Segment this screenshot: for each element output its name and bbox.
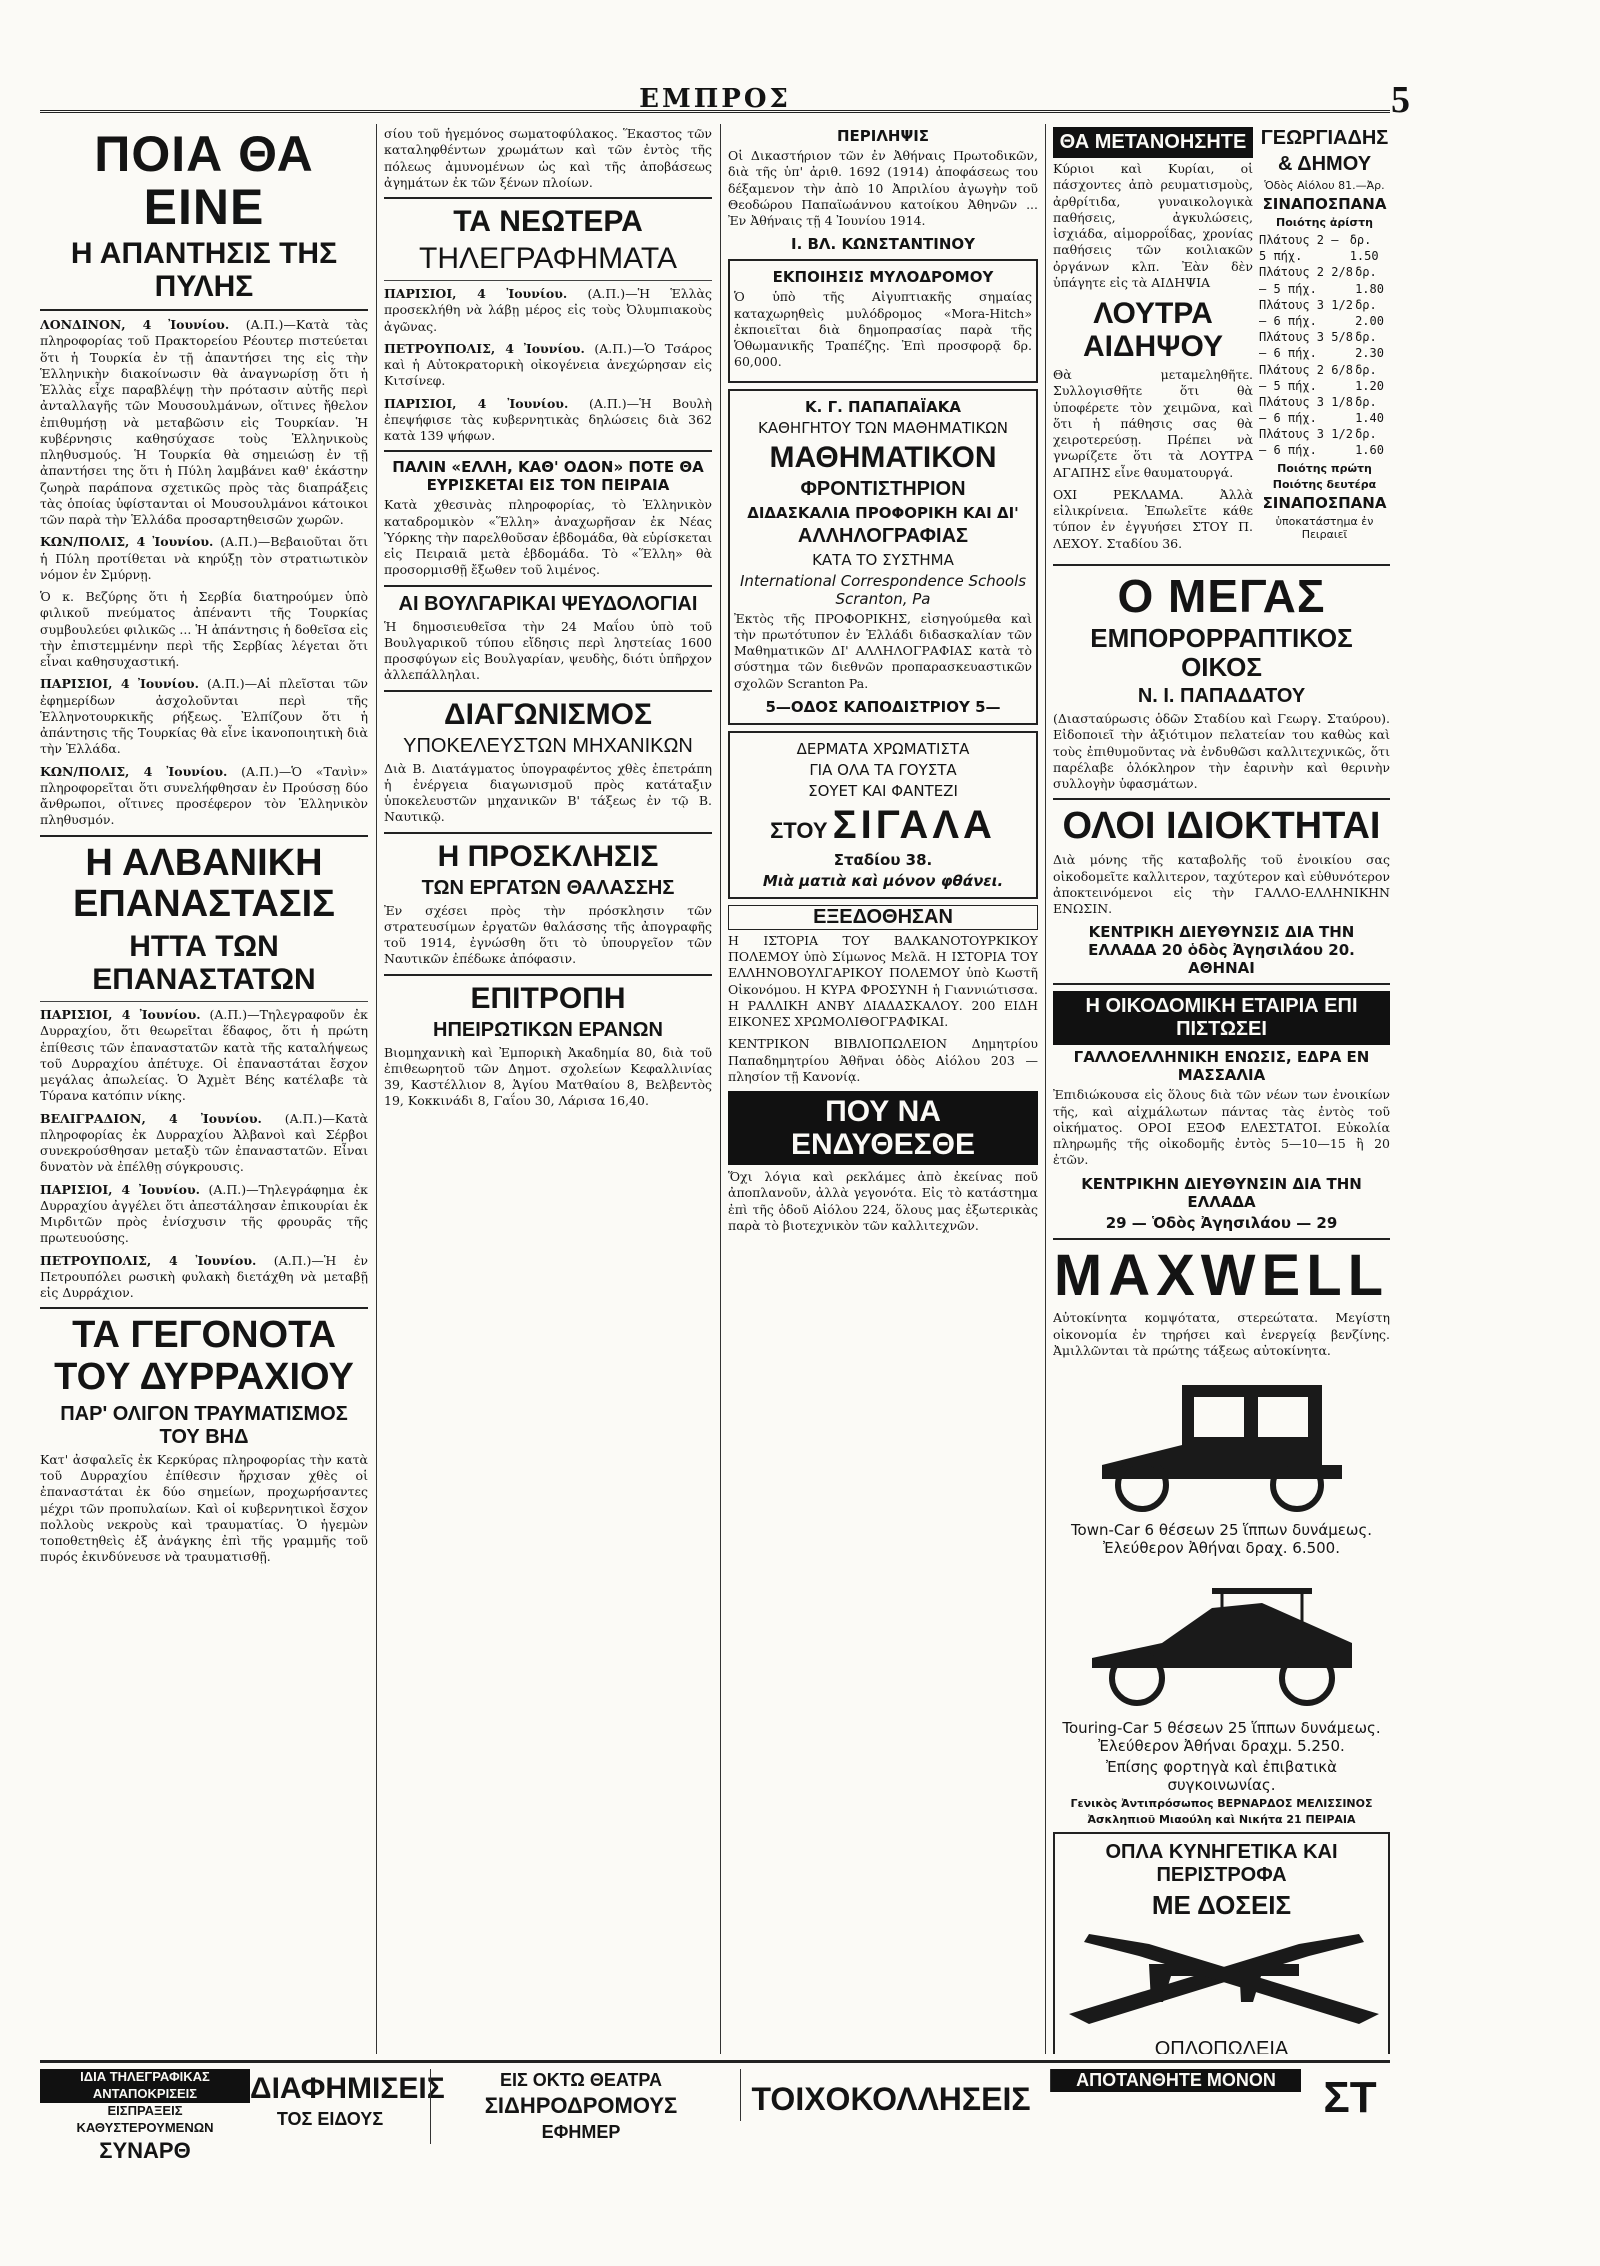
article-paragraph: ΛΟΝΔΙΝΟΝ, 4 Ἰουνίου. (Α.Π.)—Κατὰ τὰς πληροφορίας τοῦ Πρακτορείου Ρέουτερ πιστεύεται ὅτι ἡ Τουρκία ἐν τῇ ἀπαντήσει της εἰς τὴν Ἑλληνικὴν διακοίνωσιν θὰ ἀναγνωρίσῃ ὅτι ἡ Ἑλλὰς εἶχε παραβλέψῃ τὴν πρότασιν αὐτῆς περὶ ἀνταλλαγῆς τῶν Μουσουλμάνων, οἵτινες ἤθελον ἐπιθυμήσῃ νὰ μεταβῶσιν εἰς Τουρκίαν. Ἡ κυβέρνησις καθησύχασε τοὺς Ἑλληνικοὺς πληθυσμούς. Ἡ Τουρκία θὰ σημειώσῃ ἐν τῇ ἀπαντήσει της ὅτι ἡ Πύλη λαμβάνει καθ' ἑκάστην ζωηρὰ παράπονα σχετικῶς πρὸς τὰς διαπράξεις τὰς ὁποίας ὑφίστανται οἱ Μουσουλμάνοι κάτοικοι τῶν παρὰ τὴν Ἑλλάδα προσαρτηθεισῶν χωρῶν. [40,317,368,527]
headline: ΤΑ ΝΕΩΤΕΡΑ [453,205,643,238]
car-agent: Γενικὸς Ἀντιπρόσωπος ΒΕΡΝΑΡΔΟΣ ΜΕΛΙΣΣΙΝΟΣ [1070,1797,1373,1811]
ad-text: ΟΧΙ ΡΕΚΛΑΜΑ. Ἀλλὰ εἰλικρίνεια. Ἐπωλεῖτε κάθε τύπον ἐν ἐγγυήσει ΣΤΟΥ Π. ΛΕΧΟΥ. Σταδίου 36. [1053,486,1253,551]
ad-title: ΘΑ ΜΕΤΑΝΟΗΣΗΤΕ [1053,127,1253,158]
ad-note: Μιὰ ματιὰ καὶ μόνον φθάνει. [762,871,1004,890]
footer-ad: ΑΠΟΤΑΝΘΗΤΕ ΜΟΝΟΝ [1050,2069,1301,2092]
page-number: 5 [1391,79,1410,121]
price-size: Πλάτους 3 1/8 — 6 πήχ. [1259,394,1353,426]
ad-title: ΓΙΑ ΟΛΑ ΤΑ ΓΟΥΣΤΑ [809,760,957,779]
subheadline: ΠΑΡ' ΟΛΙΓΟΝ ΤΡΑΥΜΑΤΙΣΜΟΣ ΤΟΥ ΒΗΔ [60,1402,348,1448]
ad-title: & ΔΗΜΟΥ [1277,153,1372,175]
ad-title: ΛΟΥΤΡΑ ΑΙΔΗΨΟΥ [1082,297,1223,363]
article-paragraph: ΒΕΛΙΓΡΑΔΙΟΝ, 4 Ἰουνίου. (Α.Π.)—Κατὰ πληροφορίας ἐκ Δυρραχίου Ἀλβανοὶ καὶ Σέρβοι συνεκρούσθησαν μεταξὺ τῶν ἐπαναστατῶν. Εἶναι δυνατὸν νὰ ἐπέλθῃ σύγκρουσις. [40,1110,368,1175]
article-paragraph: ΠΑΡΙΣΙΟΙ, 4 Ἰουνίου. (Α.Π.)—Τηλεγραφοῦν ἐκ Δυρραχίου, ὅτι θεωρεῖται ἕδαφος, ὅτι ἡ πρώτη ἐπίθεσις τῶν ἐπαναστατῶν κατὰ τῆς καταλήψεως τοῦ Δυρραχίου ἀπέτυχε. Οἱ ἐπαναστάται ἔσχον μεγάλας ἀπωλείας. Ὁ Ἀχμὲτ Βέης κατέλαβε τὰ Τύρανα κατόπιν νίκης. [40,1007,368,1104]
ad-text: Αὐτοκίνητα κομψότατα, στερεώτατα. Μεγίστη οἰκονομία ἐν τηρήσει καὶ ἐνεργείᾳ βενζίνης. Ἀμιλλῶνται τὰ πρώτης τάξεως αὐτοκίνητα. [1053,1310,1390,1358]
ad-title: International Correspondence Schools Scranton, Pa [739,571,1027,608]
price-size: Πλάτους 3 5/8 — 6 πήχ. [1259,330,1353,361]
car-caption: Touring-Car 5 θέσεων 25 ἵππων δυνάμεως. Ἐλεύθερον Ἀθήναι δραχμ. 5.250. [1062,1719,1381,1756]
ad-title: ΦΡΟΝΤΙΣΤΗΡΙΟΝ [800,477,966,500]
price-value: δρ. 2.00 [1355,297,1384,328]
price-value: δρ. 2.30 [1355,330,1384,361]
ad-title: ΕΜΠΟΡΟΡΡΑΠΤΙΚΟΣ ΟΙΚΟΣ [1090,623,1353,682]
ad-title: ΑΛΛΗΛΟΓΡΑΦΙΑΣ [797,524,969,547]
ad-title: ΕΚΠΟΙΗΣΙΣ ΜΥΛΟΔΡΟΜΟΥ [772,268,994,287]
divider [1053,564,1390,566]
ad-title: MAXWELL [1053,1242,1390,1308]
footer-ad: ΣΤ [1323,2073,1377,2122]
divider [384,450,712,452]
article-paragraph: Ἡ δημοσιευθεῖσα τὴν 24 Μαΐου ὑπὸ τοῦ Βουλγαρικοῦ τύπου εἴδησις περὶ ληστείας 1600 προσφύγων εἰς Βουλγαρίαν, ψευδὴς, διότι ὑπῆρχον ἀλλεπάλληλαι. [384,618,712,683]
article-paragraph: ΚΩΝ/ΠΟΛΙΣ, 4 Ἰουνίου. (Α.Π.)—Βεβαιοῦται ὅτι ἡ Πύλη προτίθεται νὰ κηρύξῃ τὸν στρατιωτικὸν νόμον ἐν Σμύρνῃ. [40,534,368,582]
divider [384,197,712,199]
price-row [1259,362,1390,394]
price-row [1259,394,1390,426]
column-4 [1053,124,1390,2054]
footer-ad: ΙΔΙΑ ΤΗΛΕΓΡΑΦΙΚΑΣ ΑΝΤΑΠΟΚΡΙΣΕΙΣ ΕΙΣΠΡΑΞΕΙΣ ΚΑΘΥΣΤΕΡΟΥΜΕΝΩΝ ΣΥΝΑΡΘ [40,2069,250,2165]
ad-text: Ἐπιδιώκουσα εἰς ὅλους διὰ τῶν νέων των ἐνοικίων τῆς, καὶ αἰχμάλωτων πάντας τὰς ἐντὸς τοῦ οἰκήματος. ΟΡΟΙ ΕΞΟΦ ΕΛΕΣΤΑΤΟΙ. Εὐκολία πληρωμῆς τῆς οἰκοδομῆς ἐντὸς 5—10—15 ἢ 20 ἐτῶν. [1053,1087,1390,1168]
ad-title: ΜΑΘΗΜΑΤΙΚΟΝ [769,440,997,474]
divider [1053,798,1390,800]
headline: ΠΟΥ ΝΑ ΕΝΔΥΘΕΣΘΕ [728,1091,1038,1165]
column-rule [376,124,377,2054]
ad-row [1053,124,1390,558]
article-paragraph: Κατ' ἀσφαλεῖς ἐκ Κερκύρας πληροφορίας τὴν κατὰ τοῦ Δυρραχίου ἐπίθεσιν ἤρχισαν χθὲς οἱ ἐπαναστάται ἐκ δύο σημείων, προχωρήσαντες μέχρι τῶν προπυλαίων. Καὶ οἱ κυβερνητικοὶ ἔσχον πολλοὺς νεκροὺς καὶ τραυματίας. Ὁ ἡγεμὼν τοποθετηθεὶς ἐξ ἀνάγκης ἐπὶ τῆς γραμμῆς τοῦ πυρός ἐκινδύνευσε νὰ τραυματισθῇ. [40,1451,368,1565]
footer-ad: ΕΙΣ ΟΚΤΩ ΘΕΑΤΡΑ ΣΙΔΗΡΟΔΡΟΜΟΥΣ ΕΦΗΜΕΡ [430,2069,731,2144]
ad-store: ΣΤΟΥ ΣΙΓΑΛΑ [770,802,996,847]
column-rule [1045,124,1046,2054]
ad-title: ΟΠΛΟΠΩΛΕΙΑ [1154,2037,1289,2054]
article-paragraph: ΚΕΝΤΡΙΚΟΝ ΒΙΒΛΙΟΠΩΛΕΙΟΝ Δημητρίου Παπαδημητρίου Ἀθῆναι ὁδὸς Αἰόλου 203 —πλησίον τῇ Κανονίᾳ. [728,1036,1038,1084]
divider [384,832,712,834]
article-paragraph: Ὅχι λόγια καὶ ρεκλάμες ἀπὸ ἐκείνας ποῦ ἀποπλανοῦν, ἀλλὰ γεγονότα. Εἰς τὸ κατάστημα ἐπὶ τῆς ὁδοῦ Αἰόλου 224, ὅλους μας ἐξωτερικὰς παρὰ τὸ βιοτεχνικὸν τῶν καλλιτεχνῶν. [728,1169,1038,1233]
price-row [1259,426,1390,458]
newspaper-title: ΕΜΠΡΟΣ [639,84,791,114]
advertisement [728,259,1038,382]
price-value: δρ. 1.20 [1355,362,1384,393]
headline: ΕΠΙΤΡΟΠΗ [470,981,626,1015]
ad-text: Θὰ μεταμεληθῆτε. Συλλογισθῆτε ὅτι θὰ ὑποφέρετε τὸν χειμῶνα, καὶ ὅτι ἡ πάθησις σας θὰ χειροτερεύσῃ. Πρέπει νὰ γνωρίζετε ὅτι τὰ ΛΟΥΤΡΑ ΑΓΑΠΗΣ εἶνε θαυματουργά. [1053,367,1253,480]
ad-title: ΓΕΩΡΓΙΑΔΗΣ [1260,127,1389,149]
headline: ΕΞΕΔΟΘΗΣΑΝ [728,905,1038,930]
divider [40,835,368,837]
article-paragraph: Κατὰ χθεσινὰς πληροφορίας, τὸ Ἑλληνικὸν καταδρομικὸν «Ἕλλη» ἀναχωρῆσαν ἐκ Νέας Ὑόρκης τὴν παρελθοῦσαν ἑβδομάδα, θὰ εὑρίσκεται εἰς Πειραιᾶ μετὰ ἑβδομάδα. Τὸ «Ἕλλη» θὰ προσορμισθῇ ἔξωθεν τοῦ λιμένος. [384,497,712,578]
car-address: Ἀσκληπιοῦ Μιαούλη καὶ Νικήτα 21 ΠΕΙΡΑΙΑ [1087,1813,1356,1827]
subheadline: ΗΠΕΙΡΩΤΙΚΩΝ ΕΡΑΝΩΝ [433,1018,663,1041]
ad-note: ὑποκατάστημα ἐν Πειραιεῖ [1275,514,1374,541]
price-row [1259,232,1390,264]
ad-title: Κ. Γ. ΠΑΠΑΠΑΪΑΚΑ [805,397,961,416]
ad-subtitle: Ποιότης δευτέρα [1272,477,1377,491]
ad-address: ΚΕΝΤΡΙΚΗ ΔΙΕΥΘΥΝΣΙΣ ΔΙΑ ΤΗΝ ΕΛΛΑΔΑ 20 ὁδὸς Ἀγησιλάου 20. ΑΘΗΝΑΙ [1088,923,1355,978]
divider [1053,983,1390,985]
advertisement [1053,124,1253,558]
divider [384,280,712,281]
headline: ΠΟΙΑ ΘΑ ΕΙΝΕ [94,126,314,235]
ad-title: ΚΑΘΗΓΗΤΟΥ ΤΩΝ ΜΑΘΗΜΑΤΙΚΩΝ [758,418,1008,437]
ad-title: Η ΟΙΚΟΔΟΜΙΚΗ ΕΤΑΙΡΙΑ ΕΠΙ ΠΙΣΤΩΣΕΙ [1053,991,1390,1045]
divider [1053,1238,1390,1240]
ad-title: ΜΕ ΔΟΣΕΙΣ [1151,1890,1292,1921]
advertisement [728,731,1038,899]
headline: ΔΙΑΓΩΝΙΣΜΟΣ [444,697,652,731]
headline: ΑΙ ΒΟΥΛΓΑΡΙΚΑΙ ΨΕΥΔΟΛΟΓΙΑΙ [398,592,698,615]
column-1 [40,124,368,2054]
price-value: δρ. 1.80 [1355,265,1384,296]
divider [384,585,712,587]
article-paragraph: Βιομηχανικὴ καὶ Ἐμπορικὴ Ἀκαδημία 80, διὰ τοῦ ἐπιθεωρητοῦ τῶν Δημοτ. σχολείων Κεφαλλινίας 39, Καστέλλιον 8, Ἁγίου Ματθαίου 8, Βελβεντὸς 19, Κοκκινάδι 8, Γαΐου 30, Λάρισα 16,40. [384,1044,712,1109]
column-rule [720,124,721,2054]
car-caption: Town-Car 6 θέσεων 25 ἵππων δυνάμεως. Ἐλεύθερον Ἀθήναι δραχ. 6.500. [1070,1521,1373,1558]
article-paragraph: Οἱ Δικαστήριον τῶν ἐν Ἀθήναις Πρωτοδικῶν, διὰ τῆς ὑπ' ἀριθ. 1692 (1914) ἀποφάσεως του δέξαμενον τὴν ἀπὸ 10 Ἀπριλίου ἀγωγὴν τοῦ Θεοδώρου Παπαϊωάννου κατοίκου Ἀθηνῶν ... Ἐν Ἀθήναις τῇ 4 Ἰουνίου 1914. [728,148,1038,228]
ad-title: ΓΑΛΛΟΕΛΛΗΝΙΚΗ ΕΝΩΣΙΣ, ΕΔΡΑ ΕΝ ΜΑΣΣΑΛΙΑ [1073,1048,1370,1085]
price-row [1259,329,1390,361]
price-size: Πλάτους 2 6/8 — 5 πήχ. [1259,362,1353,393]
ad-title: ΚΑΤΑ ΤΟ ΣΥΣΤΗΜΑ [812,550,954,569]
article-paragraph: ΚΩΝ/ΠΟΛΙΣ, 4 Ἰουνίου. (Α.Π.)—Ὁ «Τανὶν» πληροφορεῖται ὅτι συνελήφθησαν ἐν Προύσσῃ δύο ἄνθρωποι, οἵτινες προσέφερον τὸν Ἑλληνικὸν πληθυσμόν. [40,763,368,828]
subheadline: ΤΩΝ ΕΡΓΑΤΩΝ ΘΑΛΑΣΣΗΣ [421,876,675,899]
ad-subtitle: Ποιότης ἀρίστη [1276,216,1373,229]
ad-text: Ὁ ὑπὸ τῆς Αἰγυπτιακῆς σημαίας καταχωρηθεὶς μυλόδρομος «Mora-Hitch» ἐκποιεῖται διὰ δημοπρασίας παρὰ τῆς Ὁθωμανικῆς Τραπέζης. Ἐπὶ προσφορᾷ δρ. 60,000. [734,289,1032,370]
ad-title: ΣΙΝΑΠΟΣΠΑΝΑ [1262,493,1387,512]
divider [384,690,712,692]
subheadline: ΤΗΛΕΓΡΑΦΗΜΑΤΑ [419,242,677,275]
article-paragraph: ΠΑΡΙΣΙΟΙ, 4 Ἰουνίου. (Α.Π.)—Ἡ Ἑλλὰς προσεκλήθη νὰ λάβῃ μέρος εἰς τοὺς Ὀλυμπιακοὺς ἀγῶνας. [384,286,712,334]
subheadline: ΗΤΤΑ ΤΩΝ ΕΠΑΝΑΣΤΑΤΩΝ [92,930,316,997]
price-list [1259,232,1390,459]
ad-title: ΟΛΟΙ ΙΔΙΟΚΤΗΤΑΙ [1062,805,1381,848]
divider [40,1307,368,1309]
advertisement [1053,1832,1390,2054]
column-2 [384,124,712,2054]
footer-ad: ΔΙΑΦΗΜΙΣΕΙΣ ΤΟΣ ΕΙΔΟΥΣ [250,2072,445,2129]
article-paragraph: ΠΕΤΡΟΥΠΟΛΙΣ, 4 Ἰουνίου. (Α.Π.)—Ὁ Τσάρος καὶ ἡ Αὐτοκρατορικὴ οἰκογένεια ἀνεχώρησαν εἰς Κιτσίνεφ. [384,340,712,389]
headline: Η ΠΡΟΣΚΛΗΣΙΣ [437,839,659,873]
article-paragraph: ΠΑΡΙΣΙΟΙ, 4 Ἰουνίου. (Α.Π.)—Αἱ πλεῖσται τῶν ἐφημερίδων ἀσχολοῦνται περὶ τῆς Ἑλληνοτουρκικῆς ρήξεως. Ἐλπίζουν ὅτι ἡ ἀπάντησις τῆς Τουρκίας θὰ εἶνε ἱκανοποιητικὴ διὰ τὴν Ἑλλάδα. [40,676,368,757]
masthead [40,79,1410,121]
column-3 [728,124,1038,2054]
divider [384,974,712,976]
price-value: δρ. 1.50 [1349,233,1379,264]
ad-text: Ἐκτὸς τῆς ΠΡΟΦΟΡΙΚΗΣ, εἰσηγούμεθα καὶ τὴν πρωτότυπον ἐν Ἑλλάδι διδασκαλίαν τῶν Μαθηματικῶν ΔΙ' ΑΛΛΗΛΟΓΡΑΦΙΑΣ κατὰ τὸ σύστημα τῶν διεθνῶν προπαρασκευαστικῶν σχολῶν Scranton Pa. [734,610,1032,691]
car-note: Ἐπίσης φορτηγὰ καὶ ἐπιβατικὰ συγκοινωνίας. [1105,1758,1338,1795]
ad-subtitle: Ποιότης πρώτη [1277,461,1372,475]
ad-address: 5—ΟΔΟΣ ΚΑΠΟΔΙΣΤΡΙΟΥ 5— [765,697,1001,716]
touring-car-illustration [1062,1563,1382,1713]
price-row [1259,297,1390,329]
article-paragraph: ΠΑΡΙΣΙΟΙ, 4 Ἰουνίου. (Α.Π.)—Ἡ Βουλὴ ἐπεψήφισε τὰς κυβερνητικὰς δηλώσεις διὰ 362 κατὰ 139 ψήφων. [384,395,712,443]
article-paragraph: Η ΙΣΤΟΡΙΑ ΤΟΥ ΒΑΛΚΑΝΟΤΟΥΡΚΙΚΟΥ ΠΟΛΕΜΟΥ ὑπὸ Σίμωνος Μελᾶ. Η ΙΣΤΟΡΙΑ ΤΟΥ ΕΛΛΗΝΟΒΟΥΛΓΑΡΙΚΟΥ ΠΟΛΕΜΟΥ ὑπὸ Κωστῆ Οἰκονόμου. Η ΚΥΡΑ ΦΡΟΣΥΝΗ ἡ Γιαννιώτισσα. Η ΡΑΛΛΙΚΗ ΑΝΒΥ ΔΙΑΔΑΣΚΑΛΟΥ. 200 ΕΙΔΗ ΕΙΚΟΝΕΣ ΧΡΩΜΟΛΙΘΟΓΡΑΦΙΚΑΙ. [728,932,1038,1029]
headline: ΠΕΡΙΛΗΨΙΣ [836,127,930,145]
price-value: δρ. 1.40 [1355,394,1384,426]
subheadline: ΥΠΟΚΕΛΕΥΣΤΩΝ ΜΗΧΑΝΙΚΩΝ [403,734,693,757]
ad-title: ΣΙΝΑΠΟΣΠΑΝΑ [1262,195,1387,213]
price-size: Πλάτους 3 1/2 — 6 πήχ. [1259,297,1353,328]
subheadline: Η ΑΠΑΝΤΗΣΙΣ ΤΗΣ ΠΥΛΗΣ [70,237,338,303]
price-size: Πλάτους 2 2/8 — 5 πήχ. [1259,265,1353,296]
ad-text: Κύριοι καὶ Κυρίαι, οἱ πάσχοντες ἀπὸ ρευματισμοὺς, ἀρθρίτιδα, γυναικολογικὰ παθήσεις, ἀγκυλώσεις, ἰσχιάδα, αἱμορροΐδας, χρονίας παθήσεις τῶν κοιλιακῶν ὀργάνων κλπ. Ἐὰν δὲν ὑπάγητε εἰς τὰ ΑΙΔΗΨΙΑ [1053,161,1253,290]
ad-address: ΚΕΝΤΡΙΚΗΝ ΔΙΕΥΘΥΝΣΙΝ ΔΙΑ ΤΗΝ ΕΛΛΑΔΑ [1081,1174,1362,1211]
headline: Η ΑΛΒΑΝΙΚΗ ΕΠΑΝΑΣΤΑΣΙΣ [73,841,335,926]
article-paragraph: ΠΕΤΡΟΥΠΟΛΙΣ, 4 Ἰουνίου. (Α.Π.)—Ἡ ἐν Πετρουπόλει ρωσικὴ φυλακὴ διετάχθη νὰ μεταβῇ εἰς Δυρράχιον. [40,1252,368,1301]
price-size: Πλάτους 2 — 5 πήχ. [1259,233,1339,264]
ad-title: ΣΟΥΕΤ ΚΑΙ ΦΑΝΤΕΖΙ [808,781,958,800]
ad-title: ΟΠΛΑ ΚΥΝΗΓΕΤΙΚΑ ΚΑΙ ΠΕΡΙΣΤΡΟΦΑ [1105,1841,1338,1887]
footer-ad: ΤΟΙΧΟΚΟΛΛΗΣΕΙΣ [740,2069,1041,2121]
ad-text: Διὰ μόνης τῆς καταβολῆς τοῦ ἐνοικίου σας οἰκοδομεῖτε καλλιτερον, ταχύτερον καὶ εὐθυνότερον ἀποκτεινόμενοι εἰς τὴν ΓΑΛΛΟ-ΕΛΛΗΝΙΚΗΝ ΕΝΩΣΙΝ. [1053,852,1390,917]
headline: ΤΑ ΓΕΓΟΝΟΤΑ ΤΟΥ ΔΥΡΡΑΧΙΟΥ [54,1314,354,1399]
price-size: Πλάτους 3 1/2 — 6 πήχ. [1259,427,1353,458]
ad-title: Ο ΜΕΓΑΣ [1117,569,1326,622]
torn-edge [1500,480,1600,1780]
ad-address: 29 — Ὁδὸς Ἀγησιλάου — 29 [1105,1213,1338,1232]
divider [40,1001,368,1002]
article-paragraph: Ἐν σχέσει πρὸς τὴν πρόσκλησιν τῶν στρατευσίμων ἐργατῶν θαλάσσης τῆς ἀπογραφῆς τοῦ 1914, ἐγνώσθη ὅτι τὸ ὑπουργεῖον τῶν Ναυτικῶν ἐπέδωκε ἀπόφασιν. [384,902,712,967]
ad-address: Σταδίου 38. [833,850,933,869]
article-paragraph: ΠΑΡΙΣΙΟΙ, 4 Ἰουνίου. (Α.Π.)—Τηλεγράφημα ἐκ Δυρραχίου ἀγγέλει ὅτι ἀπεστάλησαν ἐπικουρίαι ἐκ Μιρδιτῶν πρὸς ἐνίσχυσιν τῆς φρουρᾶς τῆς πρωτευούσης. [40,1181,368,1246]
article-paragraph: σίου τοῦ ἡγεμόνος σωματοφύλακος. Ἕκαστος τῶν καταληφθέντων χρωμάτων καὶ τῶν ἐντὸς τῆς πόλεως ἀμυνομένων ὡς καὶ τῆς ἀποβάσεως ἀγημάτων ἐκ τῶν ξένων πλοίων. [384,126,712,190]
footer-banner [40,2060,1390,2163]
advertisement [728,389,1038,725]
price-value: δρ. 1.60 [1355,427,1384,458]
ad-title: Ν. Ι. ΠΑΠΑΔΑΤΟΥ [1137,685,1306,708]
town-car-illustration [1062,1365,1382,1515]
ad-title: ΔΙΔΑΣΚΑΛΙΑ ΠΡΟΦΟΡΙΚΗ ΚΑΙ ΔΙ' [747,503,1019,522]
article-paragraph: Ὁ κ. Βεζύρης ὅτι ἡ Σερβία διατηρούμεν ὑπὸ φιλικοῦ πνεύματος ἀπέναντι τῆς Τουρκίας συμβουλεύει φιλικῶς ... Ἡ ἀπάντησις ἡ δοθεῖσα εἰς τὴν ἐπιστεμμένην περὶ τῆς Σερβίας λέγεται ὅτι εἶναι καθησυχαστική. [40,589,368,669]
ad-address: Ὁδὸς Αἰόλου 81.—Ἀρ. [1264,179,1385,192]
advertisement [1259,124,1390,558]
headline: ΠΑΛΙΝ «ΕΛΛΗ, ΚΑΘ' ΟΔΟΝ» ΠΟΤΕ ΘΑ ΕΥΡΙΣΚΕΤΑΙ ΕΙΣ ΤΟΝ ΠΕΙΡΑΙΑ [392,458,704,495]
price-row [1259,264,1390,296]
ad-text: (Διασταύρωσις ὁδῶν Σταδίου καὶ Γεωργ. Σταύρου). Εἰδοποιεῖ τὴν ἀξιότιμον πελατείαν του καθὼς καὶ τοὺς ἐπιθυμοῦντας νὰ ἐνδυθῶσι καλλιτεχνικῶς, ὅτι παρέλαβε ὁλόκληρον τὴν ἐαρινὴν καὶ θερινὴν συλλογὴν ὑφασμάτων. [1053,711,1390,792]
signature: Ι. ΒΛ. ΚΩΝΣΤΑΝΤΙΝΟΥ [790,235,975,254]
ad-title: ΔΕΡΜΑΤΑ ΧΡΩΜΑΤΙΣΤΑ [796,739,970,758]
firearms-illustration [1059,1924,1389,2034]
divider [40,309,368,311]
article-paragraph: Διὰ Β. Διατάγματος ὑπογραφέντος χθὲς ἐπετράπη ἡ ἐνέργεια διαγωνισμοῦ πρὸς κατάταξιν ὑποκελευστῶν μηχανικῶν Β' τάξεως ἐν τῷ Β. Ναυτικῷ. [384,760,712,825]
